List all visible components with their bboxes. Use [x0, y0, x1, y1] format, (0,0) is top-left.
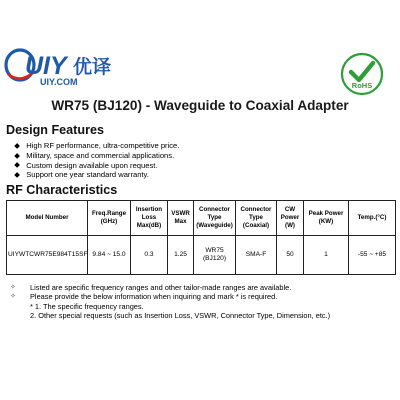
note-bullet-icon: ✧: [10, 293, 16, 301]
column-header: CW Power (W): [277, 201, 304, 236]
note-bullet-icon: ✧: [10, 284, 16, 291]
diamond-bullet-icon: [14, 172, 20, 178]
table-cell: 9.84 ~ 15.0: [88, 236, 131, 275]
column-header: Connector Type (Coaxial): [236, 201, 277, 236]
rf-spec-table: [6, 200, 396, 275]
page-title: WR75 (BJ120) - Waveguide to Coaxial Adapter: [51, 98, 349, 113]
table-header-row: [7, 201, 396, 236]
table-cell: -55 ~ +85: [349, 236, 396, 275]
uiy-logo: [4, 44, 132, 88]
diamond-bullet-icon: [14, 143, 20, 149]
rohs-label: RoHS: [351, 81, 373, 90]
table-cell: UIYWTCWR75E984T15SF: [7, 236, 88, 275]
feature-item: Support one year standard warranty.: [14, 170, 179, 180]
rf-characteristics-heading: RF Characteristics: [6, 183, 118, 197]
table-row: [7, 236, 396, 275]
table-cell: 0.3: [131, 236, 168, 275]
table-cell: WR75 (BJ120): [194, 236, 236, 275]
logo-text: UIY: [25, 52, 67, 80]
notes-section: [10, 283, 330, 321]
design-features-heading: Design Features: [6, 123, 104, 137]
note-sub-item: * 1. The specific frequency ranges.: [30, 301, 144, 311]
table-cell: 1.25: [168, 236, 194, 275]
feature-item: Military, space and commercial applications.: [14, 151, 179, 161]
diamond-bullet-icon: [14, 153, 20, 159]
column-header: Temp.(°C): [349, 201, 396, 236]
column-header: Freq.Range (GHz): [88, 201, 131, 236]
table-cell: 1: [304, 236, 349, 275]
column-header: Insertion Loss Max(dB): [131, 201, 168, 236]
column-header: VSWR Max: [168, 201, 194, 236]
rohs-badge-icon: [340, 52, 384, 96]
column-header: Connector Type (Waveguide): [194, 201, 236, 236]
column-header: Model Number: [7, 201, 88, 236]
note-item: ✧ Listed are specific frequency ranges and other tailor-made ranges are available.: [10, 283, 292, 292]
note-sub-item: 2. Other special requests (such as Insertion Loss, VSWR, Connector Type, Dimension, etc.): [30, 311, 331, 321]
table-cell: SMA-F: [236, 236, 277, 275]
diamond-bullet-icon: [14, 163, 20, 169]
logo-chinese: 优译: [73, 56, 112, 78]
column-header: Peak Power (KW): [304, 201, 349, 236]
feature-item: Custom design available upon request.: [14, 161, 179, 171]
table-cell: 50: [277, 236, 304, 275]
features-list: [14, 141, 179, 180]
logo-url: UIY.COM: [40, 77, 78, 87]
note-item: ✧ Please provide the below information when inquiring and mark * is required.: [10, 292, 278, 302]
feature-item: High RF performance, ultra-competitive price.: [14, 141, 179, 151]
